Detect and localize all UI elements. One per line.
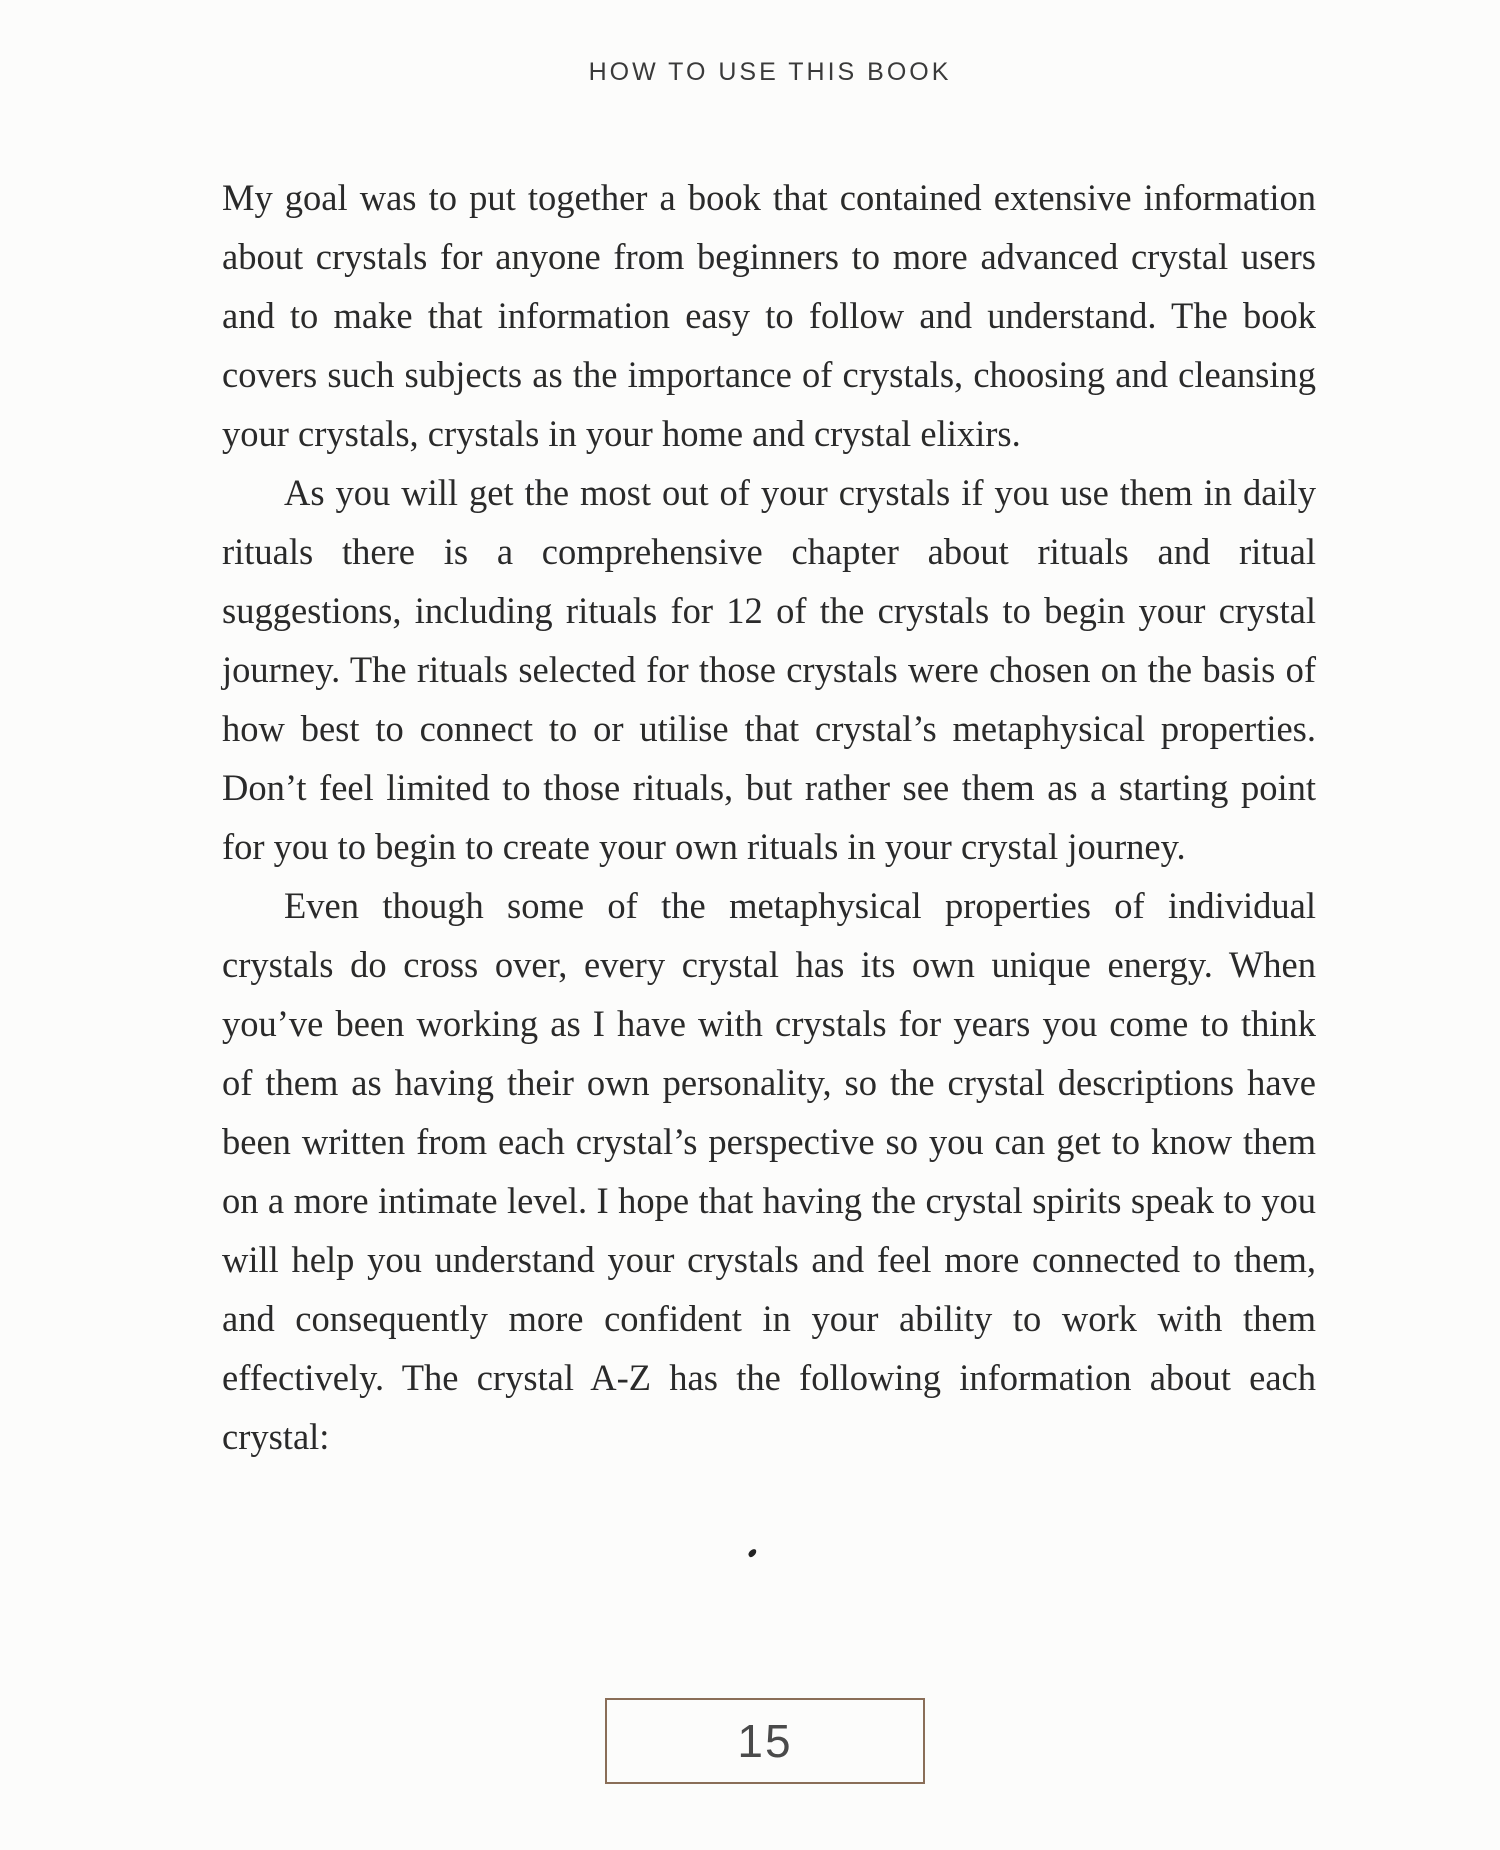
ink-speck [747, 1548, 758, 1558]
page-number-box [605, 1698, 925, 1784]
paragraph-goal: My goal was to put together a book that contained extensive information about crystals for anyone from beginners to more advanced crystal users and to make that information easy to follow and understand. The book covers such subjects as the importance of crystals, choosing and cleansing your crystals, crystals in your home and crystal elixirs. [222, 177, 1316, 454]
running-header: HOW TO USE THIS BOOK [588, 58, 952, 86]
body-text [222, 168, 1316, 1466]
paragraph-rituals: As you will get the most out of your crystals if you use them in daily rituals there is a comprehensive chapter about rituals and ritual suggestions, including rituals for 12 of the crystals to begin your crystal journey. The rituals selected for those crystals were chosen on the basis of how best to connect to or utilise that crystal’s metaphysical properties. Don’t feel limited to those rituals, but rather see them as a starting point for you to begin to create your own rituals in your crystal journey. [222, 472, 1316, 867]
page-number: 15 [737, 1715, 793, 1767]
paragraph-crystal-spirits: Even though some of the metaphysical properties of individual crystals do cross over, every crystal has its own unique energy. When you’ve been working as I have with crystals for years you come to think of them as having their own personality, so the crystal descriptions have been written from each crystal’s perspective so you can get to know them on a more intimate level. I hope that having the crystal spirits speak to you will help you understand your crystals and feel more connected to them, and consequently more confident in your ability to work with them effectively. The crystal A-Z has the following information about each crystal: [222, 885, 1316, 1457]
